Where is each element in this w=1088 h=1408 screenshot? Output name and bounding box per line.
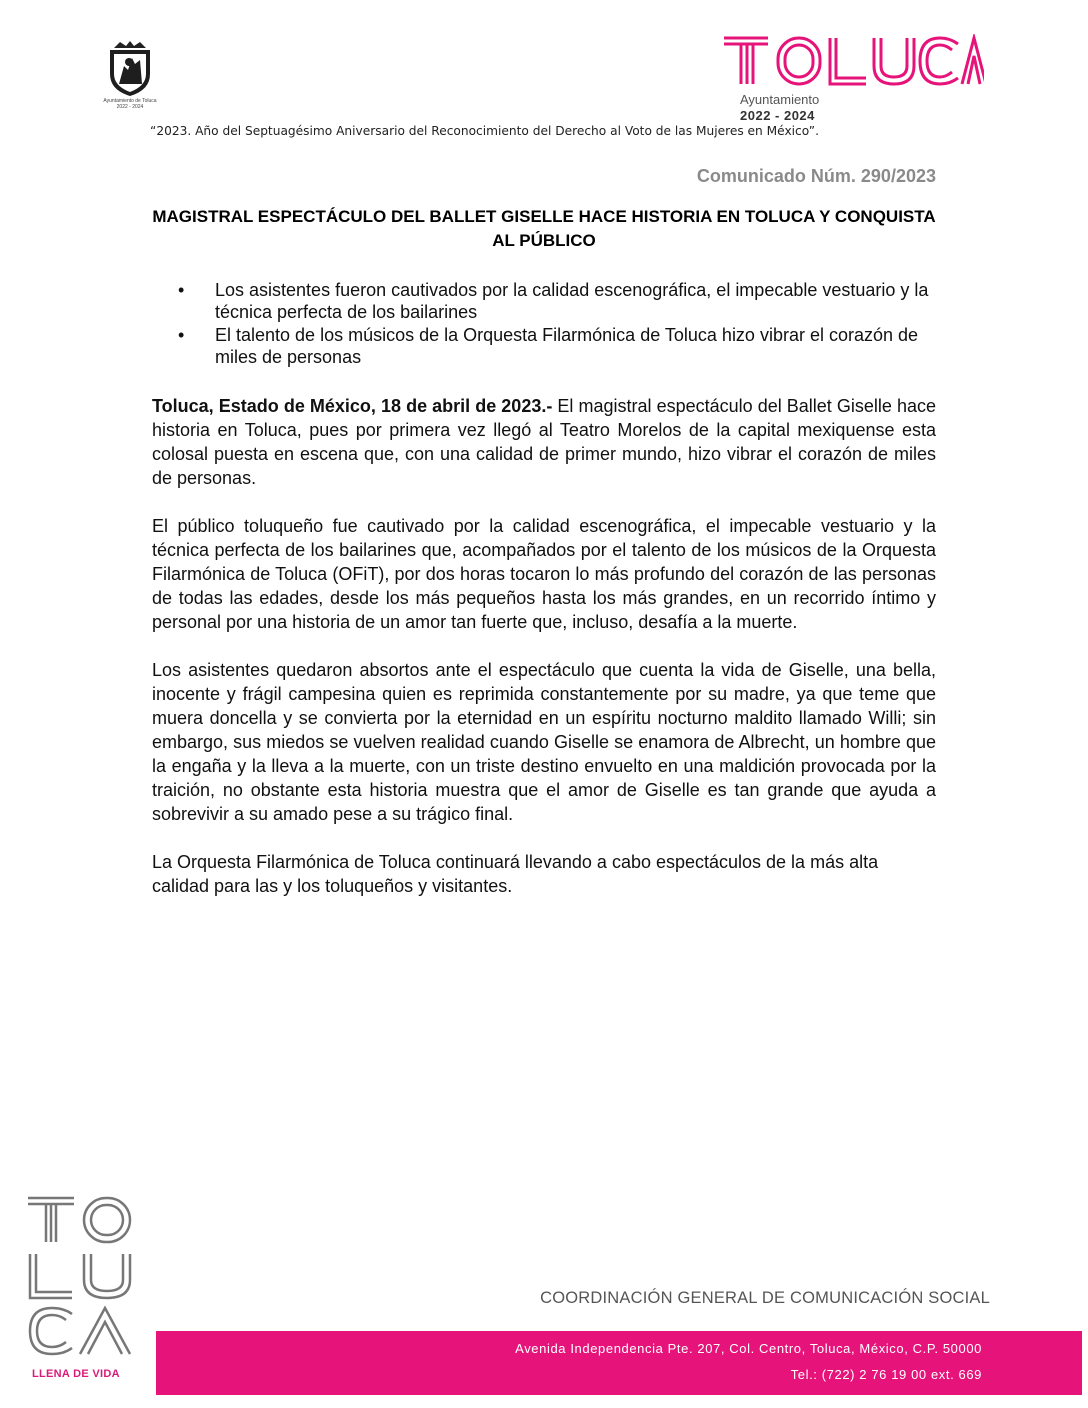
headline: MAGISTRAL ESPECTÁCULO DEL BALLET GISELLE HACE HISTORIA EN TOLUCA Y CONQUISTA AL PÚBLICO: [152, 207, 936, 250]
paragraph: Los asistentes quedaron absortos ante el espectáculo que cuenta la vida de Giselle, una bella, inocente y frágil campesina quien es reprimida constantemente por su madre, ya que teme que muera doncella y se convierta por la eternidad en un espíritu nocturno maldito llamado Willi; sin embargo, sus miedos se vuelven realidad cuando Giselle se enamora de Albrecht, un hombre que la engaña y la lleva a la muerte, con un triste destino envuelto en una maldición provocada por la traición, no obstante esta historia muestra que el amor de Giselle es tan grande que ayuda a sobrevivir a su amado pese a su trágico final.: [152, 660, 936, 824]
bullet-text: El talento de los músicos de la Orquesta Filarmónica de Toluca hizo vibrar el corazón de miles de personas: [215, 325, 919, 367]
paragraph-lead: [152, 394, 936, 490]
bullet-icon: •: [178, 280, 185, 300]
bullet-icon: •: [178, 325, 185, 345]
footer-address: Avenida Independencia Pte. 207, Col. Centro, Toluca, México, C.P. 50000: [515, 1341, 982, 1356]
toluca-stacked-logo-icon: [22, 1192, 140, 1364]
bullet-item: [178, 279, 938, 323]
annual-motto: “2023. Año del Septuagésimo Aniversario del Reconocimiento del Derecho al Voto de las Mujeres en México”.: [150, 124, 819, 138]
toluca-logo-top: [722, 34, 984, 123]
paragraph: La Orquesta Filarmónica de Toluca continuará llevando a cabo espectáculos de la más alta calidad para las y los toluqueños y visitantes.: [152, 852, 879, 896]
paragraph-lead-text: El magistral espectáculo del Ballet Giselle hace historia en Toluca, pues por primera vez llegó al Teatro Morelos de la capital mexiquense esta colosal puesta en escena que, con una calidad de primer mundo, hizo vibrar el corazón de miles de personas.: [152, 396, 936, 488]
logo-subtitle: Ayuntamiento: [740, 92, 820, 107]
article-body: [152, 394, 936, 922]
footer-band: [156, 1331, 1082, 1395]
seal-caption-1: Ayuntamiento de Toluca: [103, 98, 157, 104]
logo-period: 2022 - 2024: [740, 108, 815, 123]
coat-of-arms-icon: [104, 40, 156, 98]
toluca-wordmark-icon: [722, 34, 984, 90]
toluca-logo-bottom: [22, 1192, 144, 1390]
summary-bullets: [178, 279, 938, 369]
seal-caption-2: 2022 - 2024: [116, 104, 144, 110]
municipal-seal: [88, 40, 172, 118]
communique-number: Comunicado Núm. 290/2023: [696, 166, 936, 186]
bullet-text: Los asistentes fueron cautivados por la calidad escenográfica, el impecable vestuario y la técnica perfecta de los bailarines: [215, 280, 929, 322]
bullet-item: [178, 324, 938, 368]
logo-tagline: LLENA DE VIDA: [32, 1368, 120, 1380]
paragraph: El público toluqueño fue cautivado por la calidad escenográfica, el impecable vestuario y la técnica perfecta de los bailarines que, acompañados por el talento de los músicos de la Orquesta Filarmónica de Toluca (OFiT), por dos horas tocaron lo más profundo del corazón de las personas de todas las edades, desde los más pequeños hasta los más grandes, en un recorrido íntimo y personal por una historia de un amor tan fuerte que, incluso, desafía a la muerte.: [152, 516, 936, 632]
footer-phone: Tel.: (722) 2 76 19 00 ext. 669: [790, 1367, 982, 1382]
dateline: Toluca, Estado de México, 18 de abril de 2023.-: [152, 396, 553, 416]
coordination-title: COORDINACIÓN GENERAL DE COMUNICACIÓN SOCIAL: [540, 1289, 990, 1307]
